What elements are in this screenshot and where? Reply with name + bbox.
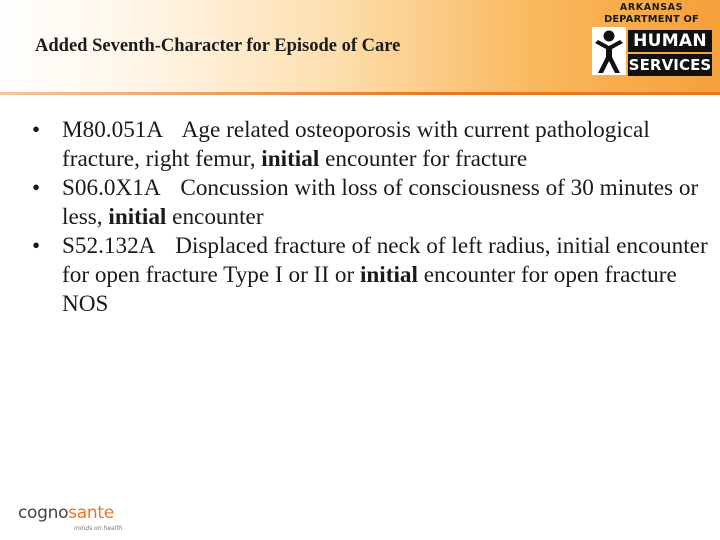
diagnosis-code: S52.132A <box>62 233 156 259</box>
diagnosis-code: M80.051A <box>62 117 164 143</box>
logo-line-department: DEPARTMENT OF <box>604 14 699 25</box>
diagnosis-text: Age related osteoporosis with current pathological fracture, right femur, <box>62 117 650 172</box>
emphasis-text: initial <box>108 204 167 230</box>
slide-title: Added Seventh-Character for Episode of Care <box>35 36 401 56</box>
bullet-item-2 <box>32 174 712 232</box>
header-divider <box>0 92 720 95</box>
diagnosis-code: S06.0X1A <box>62 175 161 201</box>
bullet-list <box>32 116 712 319</box>
person-icon <box>592 27 626 75</box>
brand-part-1: cogno <box>18 503 69 523</box>
diagnosis-text: Displaced fracture of neck of left radius, initial encounter for open fracture Type I or II or <box>62 233 708 288</box>
dhs-logo <box>590 2 715 80</box>
cognosante-logo <box>18 503 138 537</box>
diagnosis-text-end: encounter for open fracture NOS <box>62 262 677 317</box>
logo-line-services: SERVICES <box>628 56 712 74</box>
bullet-item-1 <box>32 116 712 174</box>
bullet-icon: • <box>32 117 41 143</box>
brand-part-2: sante <box>68 503 114 523</box>
brand-wordmark <box>18 503 114 523</box>
logo-line-human: HUMAN <box>628 30 712 52</box>
bullet-icon: • <box>32 175 41 201</box>
bullet-icon: • <box>32 233 41 259</box>
diagnosis-text: Concussion with loss of consciousness of 30 minutes or less, <box>62 175 699 230</box>
diagnosis-text-end: encounter <box>172 204 264 230</box>
emphasis-text: initial <box>359 262 418 288</box>
diagnosis-text-end: encounter for fracture <box>325 146 528 172</box>
bullet-item-3 <box>32 232 712 319</box>
logo-line-arkansas: ARKANSAS <box>619 2 684 13</box>
brand-tagline: minds on health <box>74 525 123 532</box>
emphasis-text: initial <box>261 146 320 172</box>
